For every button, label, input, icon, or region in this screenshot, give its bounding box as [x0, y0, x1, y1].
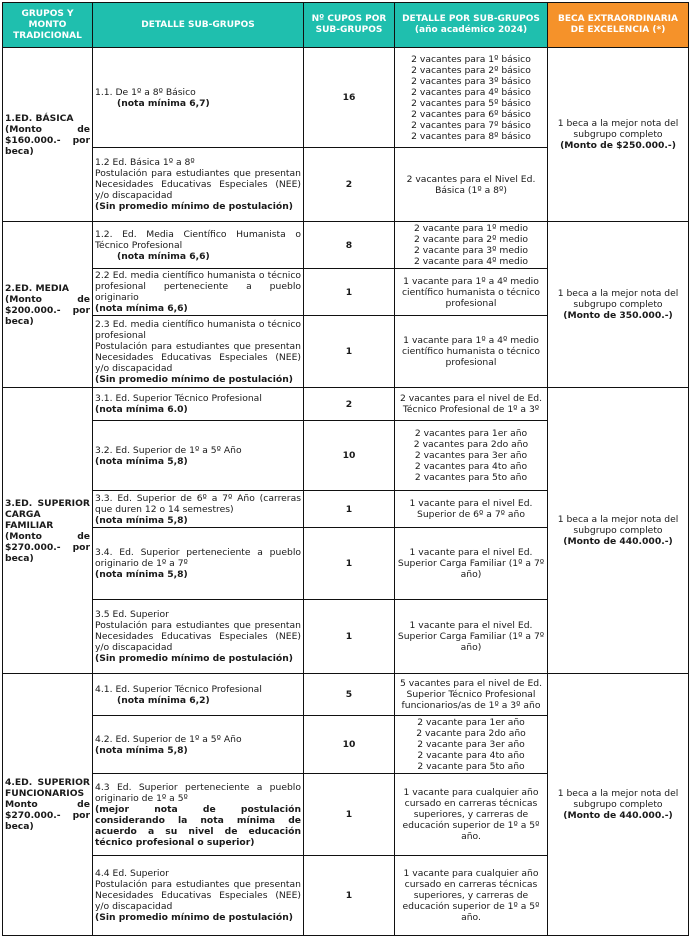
subgroup-title: 1.2. Ed. Media Científico Humanista o Técnico Profesional [95, 228, 301, 251]
sub-detail-cell [395, 222, 548, 269]
subgroup-title: 4.3 Ed. Superior perteneciente a pueblo originario de 1º a 5º [95, 781, 301, 804]
cupos-cell: 10 [304, 421, 395, 491]
vacancy-line: 2 vacantes para 5to año [414, 472, 528, 483]
subgroup-note: (Sin promedio mínimo de postulación) [95, 912, 293, 923]
sub-detail-cell [395, 421, 548, 491]
subgroup-title: 4.2. Ed. Superior de 1º a 5º Año [95, 733, 242, 745]
subgroup-title: 1.2 Ed. Básica 1º a 8º [95, 157, 195, 168]
group-title: 4.ED. SUPERIOR FUNCIONARIOS [5, 777, 90, 799]
vacancy-line: 2 vacante para 4º medio [413, 256, 528, 267]
cupos-cell: 1 [304, 528, 395, 600]
beca-amount: (Monto de $250.000.-) [560, 140, 676, 151]
beca-amount: (Monto de 350.000.-) [563, 310, 673, 321]
sub-detail-cell [395, 388, 548, 421]
vacancy-line: 2 vacante para 1er año [417, 717, 525, 728]
vacancy-line: 1 vacante para cualquier año cursado en carreras técnicas superiores, y carreras de educación superior de 1º a 5º año. [402, 868, 540, 923]
subgroup-detail-cell [93, 388, 304, 421]
header-groups: GRUPOS Y MONTO TRADICIONAL [3, 3, 93, 48]
beca-amount: (Monto de 440.000.-) [563, 536, 673, 547]
group-amount: (Monto de $200.000.- por beca) [5, 293, 90, 327]
subgroup-title: 3.3. Ed. Superior de 6º a 7º Año (carreras que duren 12 o 14 semestres) [95, 492, 301, 515]
vacancy-line: 5 vacantes para el nivel de Ed. Superior Técnico Profesional funcionarios/as de 1º a 3º año [399, 678, 543, 711]
sub-detail-cell [395, 856, 548, 936]
table-row [3, 48, 689, 148]
subgroup-title: 2.2 Ed. media científico humanista o técnico profesional perteneciente a pueblo originario [95, 270, 301, 303]
group-amount: Monto de $270.000.- por beca) [5, 799, 90, 832]
cupos-cell: 8 [304, 222, 395, 269]
table-row [3, 674, 689, 716]
subgroup-detail-cell [93, 600, 304, 674]
sub-detail-cell [395, 774, 548, 856]
subgroup-title: 2.3 Ed. media científico humanista o técnico profesional [95, 318, 301, 341]
sub-detail-cell [395, 491, 548, 528]
beca-cell [548, 388, 689, 674]
vacancy-line: 2 vacantes para 7º básico [411, 119, 531, 131]
vacancy-line: 2 vacante para 5to año [417, 761, 525, 772]
vacancy-line: 2 vacantes para 4to año [414, 461, 528, 472]
sub-detail-cell [395, 148, 548, 222]
subgroup-detail-cell [93, 716, 304, 774]
cupos-cell: 1 [304, 491, 395, 528]
subgroup-title: 3.2. Ed. Superior de 1º a 5º Año [95, 444, 242, 456]
table-row [3, 388, 689, 421]
subgroup-detail-cell [93, 316, 304, 388]
subgroup-extra: Postulación para estudiantes que presentan Necesidades Educativas Especiales (NEE) y/o discapacidad [95, 879, 301, 912]
subgroup-detail-cell [93, 269, 304, 316]
vacancy-line: 1 vacante para cualquier año cursado en carreras técnicas superiores, y carreras de educación superior de 1º a 5º año. [402, 787, 540, 842]
subgroup-note: (nota mínima 5,8) [95, 569, 188, 580]
vacancy-line: 2 vacantes para 1er año [414, 428, 528, 439]
subgroup-extra: Postulación para estudiantes que presentan Necesidades Educativas Especiales (NEE) y/o discapacidad [95, 340, 301, 374]
cupos-cell: 1 [304, 856, 395, 936]
subgroup-note: (mejor nota de postulación considerando la nota mínima de acuerdo a su nivel de educación técnico profesional o superior) [95, 803, 301, 848]
vacancy-line: 2 vacantes para 6º básico [411, 108, 531, 120]
beca-cell [548, 48, 689, 222]
sub-detail-cell [395, 716, 548, 774]
group-cell [3, 674, 93, 936]
vacancy-line: 2 vacantes para 3er año [414, 450, 528, 461]
cupos-cell: 2 [304, 388, 395, 421]
subgroup-note: (nota mínima 6,6) [95, 303, 188, 314]
beca-cell [548, 674, 689, 936]
cupos-cell: 1 [304, 269, 395, 316]
beca-text: 1 beca a la mejor nota del subgrupo completo [557, 288, 679, 310]
cupos-cell: 2 [304, 148, 395, 222]
subgroup-note: (nota mínima 5,8) [95, 514, 188, 526]
group-cell [3, 388, 93, 674]
header-beca: BECA EXTRAORDINARIA DE EXCELENCIA (*) [548, 3, 689, 48]
subgroup-extra: Postulación para estudiantes que presentan Necesidades Educativas Especiales (NEE) y/o discapacidad [95, 620, 301, 653]
vacancy-line: 2 vacantes para 5º básico [411, 97, 531, 109]
cupos-cell: 1 [304, 600, 395, 674]
header-detail: DETALLE SUB-GRUPOS [93, 3, 304, 48]
group-title: 3.ED. SUPERIOR CARGA FAMILIAR [5, 497, 90, 531]
vacancy-line: 2 vacantes para 1º básico [411, 53, 531, 65]
subgroup-detail-cell [93, 856, 304, 936]
subgroup-title: 1.1. De 1º a 8º Básico [95, 86, 196, 98]
sub-detail-cell [395, 316, 548, 388]
header-sub-detail: DETALLE POR SUB-GRUPOS (año académico 2024) [395, 3, 548, 48]
vacancy-line: 2 vacantes para el nivel de Ed. Técnico Profesional de 1º a 3º [399, 393, 543, 415]
group-cell [3, 222, 93, 388]
subgroup-title: 4.1. Ed. Superior Técnico Profesional [95, 683, 262, 695]
vacancy-line: 1 vacante para el nivel Ed. Superior Carga Familiar (1º a 7º año) [397, 620, 545, 653]
vacancy-line: 2 vacante para 2º medio [413, 234, 528, 245]
sub-detail-cell [395, 600, 548, 674]
vacancy-line: 1 vacante para 1º a 4º medio científico humanista o técnico profesional [401, 335, 541, 368]
group-amount: (Monto de $160.000.- por beca) [5, 123, 90, 157]
sub-detail-cell [395, 528, 548, 600]
subgroup-detail-cell [93, 491, 304, 528]
subgroup-note: (Sin promedio mínimo de postulación) [95, 201, 293, 212]
cupos-cell: 1 [304, 774, 395, 856]
scholarship-table [2, 2, 689, 936]
cupos-cell: 1 [304, 316, 395, 388]
vacancy-line: 1 vacante para el nivel Ed. Superior Carga Familiar (1º a 7º año) [397, 547, 545, 580]
subgroup-note: (nota mínima 6,6) [117, 250, 210, 262]
subgroup-detail-cell [93, 148, 304, 222]
beca-amount: (Monto de 440.000.-) [563, 810, 673, 821]
vacancy-line: 2 vacantes para 8º básico [411, 130, 531, 142]
header-cupos: Nº CUPOS POR SUB-GRUPOS [304, 3, 395, 48]
sub-detail-cell [395, 674, 548, 716]
group-amount: (Monto de $270.000.- por beca) [5, 530, 90, 564]
vacancy-line: 2 vacante para 4to año [417, 750, 525, 761]
vacancy-line: 1 vacante para el nivel Ed. Superior de 6º a 7º año [409, 498, 533, 520]
subgroup-title: 3.1. Ed. Superior Técnico Profesional [95, 393, 262, 404]
subgroup-note: (Sin promedio mínimo de postulación) [95, 653, 293, 664]
vacancy-line: 2 vacante para 2do año [416, 728, 526, 739]
subgroup-note: (nota mínima 6,2) [117, 694, 210, 706]
cupos-cell: 5 [304, 674, 395, 716]
vacancy-line: 2 vacantes para 2º básico [411, 64, 531, 76]
group-title: 1.ED. BÁSICA [5, 112, 74, 124]
vacancy-line: 1 vacante para 1º a 4º medio científico humanista o técnico profesional [401, 275, 541, 309]
group-title: 2.ED. MEDIA [5, 282, 70, 294]
subgroup-title: 4.4 Ed. Superior [95, 868, 169, 879]
vacancy-line: 2 vacante para 3er año [417, 739, 525, 750]
subgroup-title: 3.4. Ed. Superior perteneciente a pueblo originario de 1º a 7º [95, 547, 301, 569]
beca-text: 1 beca a la mejor nota del subgrupo completo [557, 788, 679, 810]
vacancy-line: 2 vacantes para 4º básico [411, 86, 531, 98]
vacancy-line: 2 vacante para 3º medio [413, 245, 528, 256]
subgroup-detail-cell [93, 48, 304, 148]
vacancy-line: 2 vacante para 1º medio [413, 223, 528, 234]
subgroup-detail-cell [93, 222, 304, 269]
subgroup-detail-cell [93, 421, 304, 491]
subgroup-note: (Sin promedio mínimo de postulación) [95, 373, 293, 385]
group-cell [3, 48, 93, 222]
subgroup-detail-cell [93, 674, 304, 716]
vacancy-line: 2 vacantes para 3º básico [411, 75, 531, 87]
subgroup-detail-cell [93, 528, 304, 600]
subgroup-title: 3.5 Ed. Superior [95, 609, 169, 620]
subgroup-note: (nota mínima 5,8) [95, 455, 188, 467]
sub-detail-cell [395, 269, 548, 316]
header-row [3, 3, 689, 48]
beca-text: 1 beca a la mejor nota del subgrupo completo [557, 514, 679, 536]
beca-cell [548, 222, 689, 388]
vacancy-line: 2 vacantes para 2do año [413, 439, 529, 450]
subgroup-note: (nota mínima 5,8) [95, 744, 188, 756]
subgroup-extra: Postulación para estudiantes que presentan Necesidades Educativas Especiales (NEE) y/o discapacidad [95, 168, 301, 201]
subgroup-note: (nota mínima 6,7) [117, 97, 210, 109]
table-row [3, 222, 689, 269]
sub-detail-cell [395, 48, 548, 148]
cupos-cell: 10 [304, 716, 395, 774]
subgroup-note: (nota mínima 6.0) [95, 404, 188, 415]
vacancy-line: 2 vacantes para el Nivel Ed. Básica (1º a 8º) [406, 173, 536, 196]
cupos-cell: 16 [304, 48, 395, 148]
beca-text: 1 beca a la mejor nota del subgrupo completo [557, 118, 679, 140]
subgroup-detail-cell [93, 774, 304, 856]
